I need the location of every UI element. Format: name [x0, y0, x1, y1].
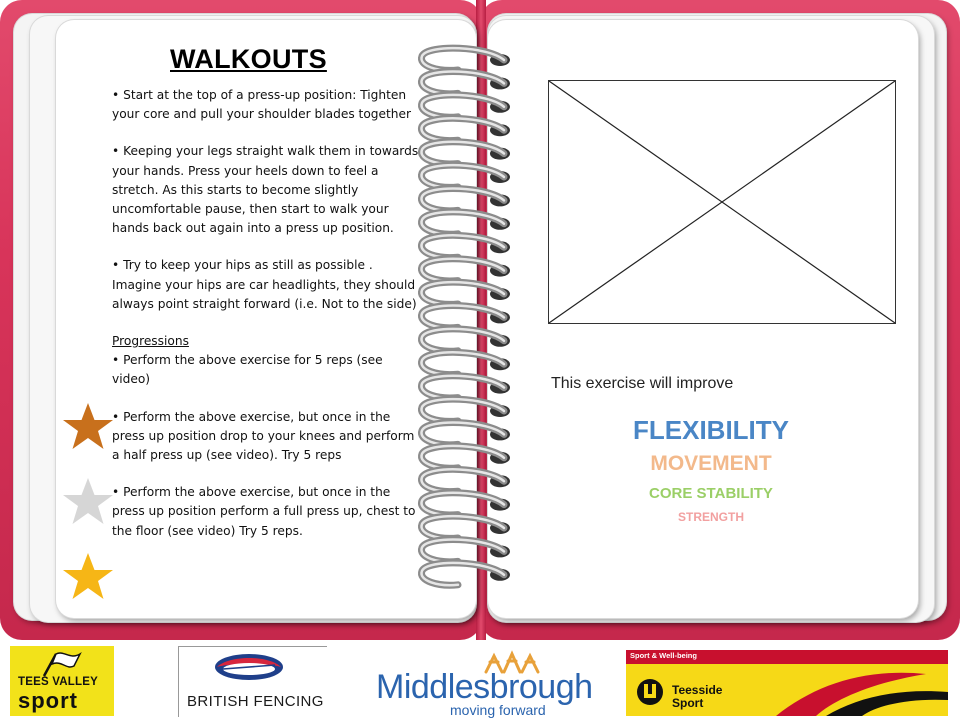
spiral-ring: [421, 446, 510, 468]
instructions: [112, 86, 424, 559]
spiral-ring: [421, 95, 510, 117]
progression-bullet-gold: • Perform the above exercise, but once in the press up position perform a full press up, chest to the floor (see video) Try 5 reps.: [112, 483, 424, 541]
spiral-ring: [421, 516, 510, 538]
spiral-binding: [408, 40, 528, 600]
teesside-sport-logo: [626, 646, 948, 716]
fencing-emblem-icon: [209, 651, 289, 687]
spiral-ring: [421, 282, 510, 304]
improve-label: This exercise will improve: [551, 375, 734, 392]
gold-star-icon: [60, 552, 116, 600]
category-flexibility: FLEXIBILITY: [633, 415, 789, 445]
category-strength: STRENGTH: [678, 510, 744, 524]
progression-bullet-bronze: • Perform the above exercise for 5 reps (see video): [112, 351, 424, 389]
moving-forward-text: moving forward: [450, 702, 546, 718]
middlesbrough-text: Middlesbrough: [376, 668, 593, 706]
spiral-ring: [421, 118, 510, 140]
spiral-ring: [421, 165, 510, 187]
teesside-band: [626, 650, 948, 664]
spiral-ring: [421, 48, 510, 70]
page-title: WALKOUTS: [170, 44, 327, 74]
flag-icon: [40, 650, 84, 678]
sport-text: sport: [18, 688, 78, 713]
spiral-ring: [421, 142, 510, 164]
spiral-ring: [421, 563, 510, 585]
spiral-ring: [421, 469, 510, 491]
spiral-ring: [421, 352, 510, 374]
spiral-ring: [421, 72, 510, 94]
spiral-ring: [421, 376, 510, 398]
spiral-ring: [421, 423, 510, 445]
image-placeholder: [548, 80, 896, 324]
category-core-stability: CORE STABILITY: [649, 485, 773, 502]
teesside-sport-text: Teesside Sport: [672, 683, 723, 710]
spiral-ring: [421, 235, 510, 257]
tees-valley-text: TEES VALLEY: [18, 676, 98, 688]
category-movement: MOVEMENT: [650, 452, 772, 475]
silver-star-icon: [60, 477, 116, 525]
image-placeholder-icon: [549, 81, 895, 323]
spiral-ring: [421, 540, 510, 562]
progression-bullet-silver: • Perform the above exercise, but once in the press up position drop to your knees and perform a half press up (see video). Try 5 reps: [112, 408, 424, 466]
spiral-ring: [421, 493, 510, 515]
instruction-bullet: • Try to keep your hips as still as possible . Imagine your hips are car headlights, they should always point straight forward (i.e. Not to the side): [112, 256, 424, 314]
sport-wellbeing-text: Sport & Well-being: [630, 651, 697, 660]
instruction-bullet: • Keeping your legs straight walk them in towards your hands. Press your heels down to feel a stretch. As this starts to become slightly uncomfortable pause, then start to walk your hands back out again into a press up position.: [112, 142, 424, 238]
british-fencing-logo: [178, 646, 327, 717]
middlesbrough-logo: [372, 646, 593, 718]
spiral-ring: [421, 306, 510, 328]
spiral-ring: [421, 399, 510, 421]
spiral-ring: [421, 189, 510, 211]
british-fencing-text: BRITISH FENCING: [187, 693, 324, 710]
progressions-heading: Progressions: [112, 334, 189, 349]
spiral-ring: [421, 212, 510, 234]
spiral-ring: [421, 259, 510, 281]
instruction-bullet: • Start at the top of a press-up position: Tighten your core and pull your shoulder blades together: [112, 86, 424, 124]
tees-valley-sport-logo: [10, 646, 114, 716]
spiral-ring: [421, 329, 510, 351]
bronze-star-icon: [60, 402, 116, 450]
